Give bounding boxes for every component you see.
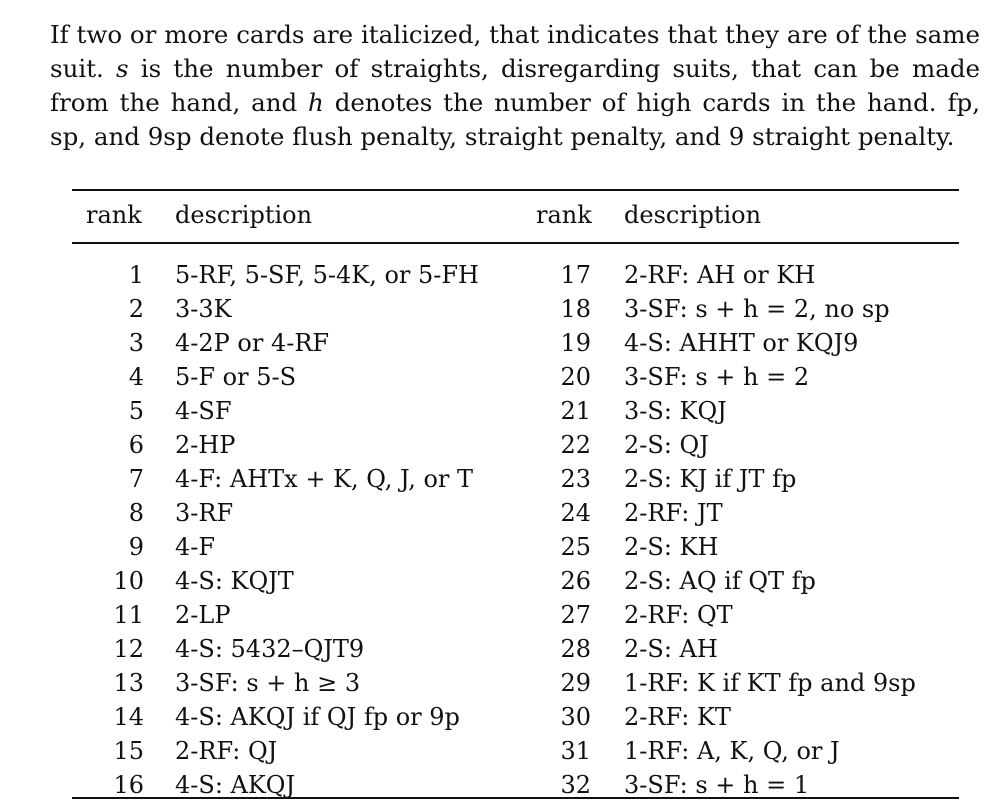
description-right: 4-S: AHHT or KQJ9	[624, 329, 859, 357]
table-row	[72, 326, 959, 360]
table-row	[72, 292, 959, 326]
paragraph-part-2: is the number of straights, disregarding suits, that can be made from the hand, and	[50, 54, 980, 117]
description-left: 4-F	[175, 533, 216, 561]
table-body	[72, 258, 959, 802]
variable-h: h	[308, 88, 324, 117]
rank-right: 20	[560, 363, 591, 391]
description-left: 4-S: AKQJ	[175, 771, 296, 799]
intro-paragraph	[50, 18, 980, 154]
table-row	[72, 564, 959, 598]
table-row	[72, 360, 959, 394]
description-left: 2-HP	[175, 431, 236, 459]
description-left: 4-S: KQJT	[175, 567, 294, 595]
variable-s: s	[116, 54, 129, 83]
description-left: 2-RF: QJ	[175, 737, 278, 765]
description-right: 2-S: QJ	[624, 431, 709, 459]
description-left: 3-RF	[175, 499, 234, 527]
description-left: 4-F: AHTx + K, Q, J, or T	[175, 465, 474, 493]
table-row	[72, 768, 959, 802]
rank-left: 10	[113, 567, 144, 595]
table-row	[72, 598, 959, 632]
rank-left: 6	[128, 431, 144, 459]
description-right: 2-S: KJ if JT fp	[624, 465, 797, 493]
description-left: 4-SF	[175, 397, 232, 425]
table-row	[72, 734, 959, 768]
rank-right: 24	[560, 499, 591, 527]
description-right: 3-SF: s + h = 2, no sp	[624, 295, 890, 323]
description-right: 2-RF: JT	[624, 499, 723, 527]
rank-right: 19	[560, 329, 591, 357]
description-left: 4-S: 5432–QJT9	[175, 635, 365, 663]
description-right: 3-SF: s + h = 1	[624, 771, 810, 799]
description-left: 2-LP	[175, 601, 231, 629]
header-description-right: description	[624, 201, 762, 229]
description-left: 5-RF, 5-SF, 5-4K, or 5-FH	[175, 261, 479, 289]
description-right: 3-S: KQJ	[624, 397, 727, 425]
rank-right: 26	[560, 567, 591, 595]
description-right: 2-S: AQ if QT fp	[624, 567, 816, 595]
rank-left: 8	[128, 499, 144, 527]
rank-left: 13	[113, 669, 144, 697]
description-right: 2-RF: KT	[624, 703, 731, 731]
description-left: 5-F or 5-S	[175, 363, 297, 391]
description-right: 2-RF: AH or KH	[624, 261, 816, 289]
table-row	[72, 530, 959, 564]
header-rank-right: rank	[536, 201, 592, 229]
paragraph-part-1: If two or more cards are italicized, that indicates that they are of the same suit.	[50, 20, 980, 83]
table-header-row	[72, 198, 959, 232]
table-row	[72, 258, 959, 292]
rank-left: 3	[128, 329, 144, 357]
description-right: 2-RF: QT	[624, 601, 733, 629]
table-row	[72, 462, 959, 496]
rank-left: 4	[128, 363, 144, 391]
rank-right: 17	[560, 261, 591, 289]
table-row	[72, 632, 959, 666]
rank-right: 31	[560, 737, 591, 765]
table-row	[72, 428, 959, 462]
rank-left: 9	[128, 533, 144, 561]
description-left: 3-3K	[175, 295, 232, 323]
rank-left: 1	[128, 261, 144, 289]
description-left: 4-S: AKQJ if QJ fp or 9p	[175, 703, 460, 731]
rank-left: 14	[113, 703, 144, 731]
paragraph-part-3: denotes the number of high cards in the hand. fp, sp, and 9sp denote flush penalty, straight penalty, and 9 straight penalty.	[50, 88, 980, 151]
rank-right: 23	[560, 465, 591, 493]
description-right: 3-SF: s + h = 2	[624, 363, 810, 391]
description-right: 1-RF: K if KT fp and 9sp	[624, 669, 916, 697]
table-row	[72, 700, 959, 734]
description-right: 2-S: AH	[624, 635, 718, 663]
table-row	[72, 666, 959, 700]
rank-right: 25	[560, 533, 591, 561]
table-header-rule	[72, 242, 959, 244]
rank-left: 11	[113, 601, 144, 629]
table-row	[72, 496, 959, 530]
header-description-left: description	[175, 201, 313, 229]
description-left: 3-SF: s + h ≥ 3	[175, 669, 361, 697]
rank-right: 30	[560, 703, 591, 731]
rank-right: 21	[560, 397, 591, 425]
rank-right: 28	[560, 635, 591, 663]
rank-left: 7	[128, 465, 144, 493]
rank-right: 22	[560, 431, 591, 459]
rank-table	[72, 198, 959, 799]
header-rank-left: rank	[86, 201, 142, 229]
description-right: 2-S: KH	[624, 533, 719, 561]
rank-left: 12	[113, 635, 144, 663]
rank-left: 16	[113, 771, 144, 799]
rank-left: 5	[128, 397, 144, 425]
description-left: 4-2P or 4-RF	[175, 329, 330, 357]
rank-right: 32	[560, 771, 591, 799]
rank-left: 2	[128, 295, 144, 323]
rank-left: 15	[113, 737, 144, 765]
description-right: 1-RF: A, K, Q, or J	[624, 737, 840, 765]
table-top-rule	[72, 189, 959, 191]
table-row	[72, 394, 959, 428]
rank-right: 18	[560, 295, 591, 323]
rank-right: 27	[560, 601, 591, 629]
rank-right: 29	[560, 669, 591, 697]
